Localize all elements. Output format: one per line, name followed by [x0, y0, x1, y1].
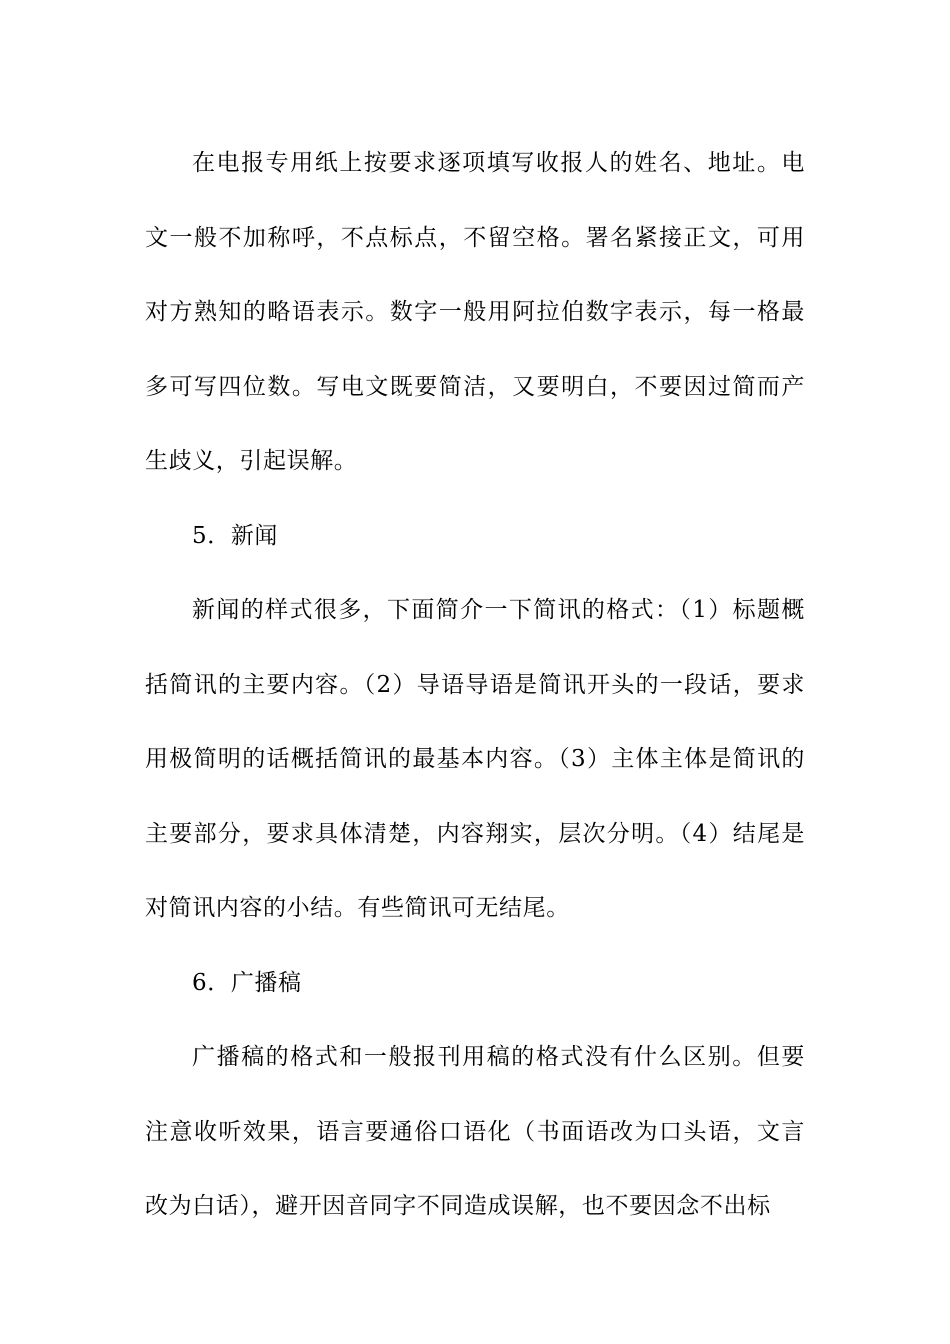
section-heading-news: 5．新闻	[192, 522, 279, 549]
section-heading-broadcast: 6．广播稿	[192, 969, 302, 996]
paragraph-broadcast-format: 广播稿的格式和一般报刊用稿的格式没有什么区别。但要注意收听效果，语言要通俗口语化（书面语改为口头语，文言改为白话），避开因音同字不同造成误解，也不要因念不出标	[145, 1044, 805, 1219]
paragraph-news-format: 新闻的样式很多，下面简介一下简讯的格式：（1）标题概括简讯的主要内容。（2）导语导语是简讯开头的一段话，要求用极简明的话概括简讯的最基本内容。（3）主体主体是简讯的主要部分，要求具体清楚，内容翔实，层次分明。（4）结尾是对简讯内容的小结。有些简讯可无结尾。	[145, 597, 805, 921]
paragraph-telegram-format: 在电报专用纸上按要求逐项填写收报人的姓名、地址。电文一般不加称呼，不点标点，不留空格。署名紧接正文，可用对方熟知的略语表示。数字一般用阿拉伯数字表示，每一格最多可写四位数。写电文既要简洁，又要明白，不要因过简而产生歧义，引起误解。	[145, 150, 805, 474]
document-body	[145, 126, 805, 1244]
